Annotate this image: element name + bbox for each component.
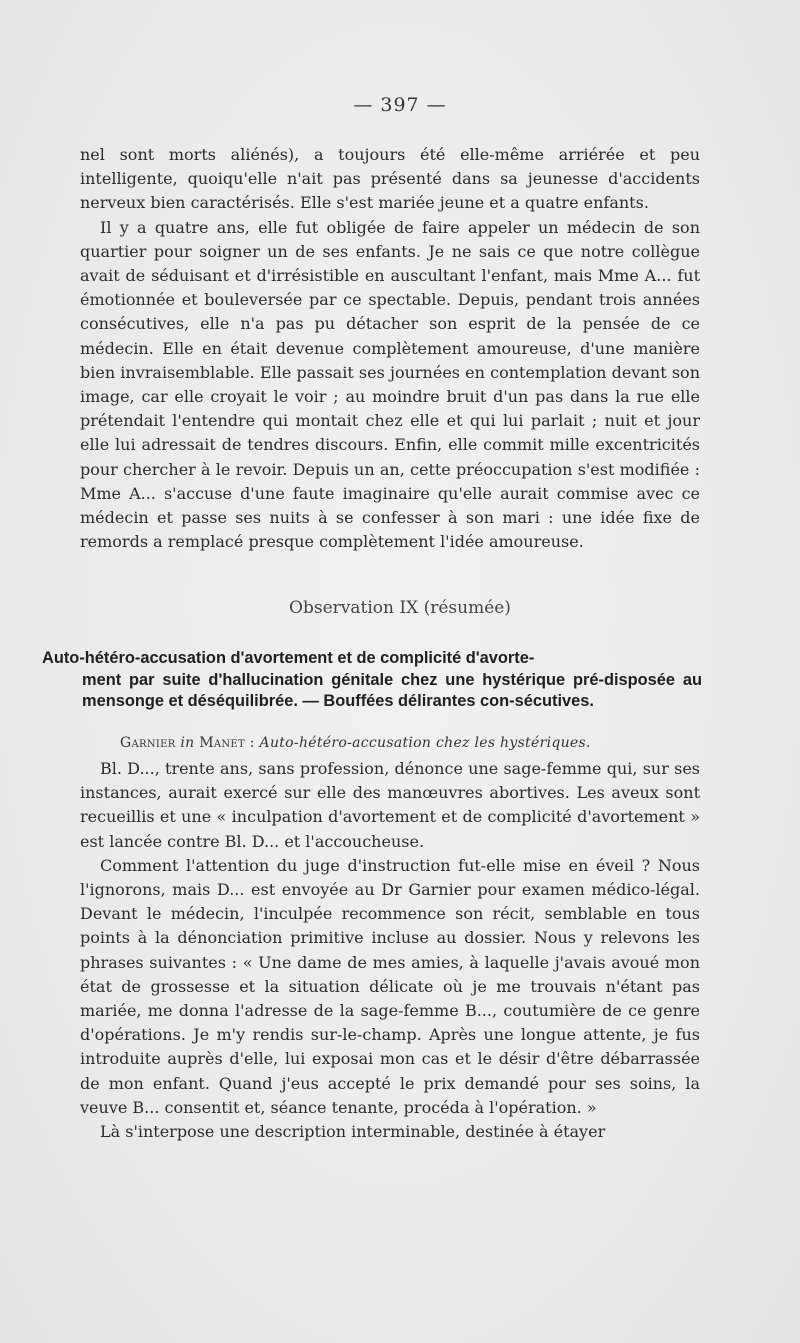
citation-title: Auto-hétéro-accusation chez les hystériques. [259,735,591,751]
citation: Garnier in Manet : Auto-hétéro-accusation chez les hystériques. [120,735,591,751]
page-number: — 397 — [353,94,447,116]
case-title-first-line: Auto-hétéro-accusation d'avortement et de complicité d'avorte- [42,649,535,667]
citation-author: Garnier [120,735,176,751]
paragraph: Il y a quatre ans, elle fut obligée de faire appeler un médecin de son quartier pour soigner un de ses enfants. Je ne sais ce que notre collègue avait de séduisant et d'irrésistible en auscultant l'enfant, mais Mme A... fut émotionnée et bouleversée par ce spectable. Depuis, pendant trois années consécutives, elle n'a pas pu détacher son esprit de la pensée de ce médecin. Elle en était devenue complètement amoureuse, d'une manière bien invraisemblable. Elle passait ses journées en contemplation devant son image, car elle croyait le voir ; au moindre bruit d'un pas dans la rue elle prétendait l'entendre qui montait chez elle et qui lui parlait ; nuit et jour elle lui adressait de tendres discours. Enfin, elle commit mille excentricités pour chercher à le revoir. Depuis un an, cette préoccupation s'est modifiée : Mme A... s'accuse d'une faute imaginaire qu'elle aurait commise avec ce médecin et passe ses nuits à se confesser à son mari : une idée fixe de remords a remplacé presque complètement l'idée amoureuse. [80,217,700,552]
paragraph: nel sont morts aliénés), a toujours été elle-même arriérée et peu intelligente, quoiqu'elle n'ait pas présenté dans sa jeunesse d'accidents nerveux bien caractérisés. Elle s'est mariée jeune et a quatre enfants. [80,145,700,213]
text-block-bottom [80,757,700,1144]
observation-heading: Observation IX (résumée) [289,598,511,618]
paragraph: Là s'interpose une description interminable, destinée à étayer [100,1122,606,1142]
case-title [42,648,702,713]
citation-connector: in [180,735,195,751]
text-block-top [80,143,700,554]
citation-source: Manet [199,735,245,751]
paragraph: Bl. D..., trente ans, sans profession, dénonce une sage-femme qui, sur ses instances, aurait exercé sur elle des manœuvres abortives. Les aveux sont recueillis et une « inculpation d'avortement et de complicité d'avortement » est lancée contre Bl. D... et l'accoucheuse. [80,759,700,851]
paragraph: Comment l'attention du juge d'instruction fut-elle mise en éveil ? Nous l'ignorons, mais D... est envoyée au Dr Garnier pour examen médico-légal. Devant le médecin, l'inculpée recommence son récit, semblable en tous points à la dénonciation primitive incluse au dossier. Nous y relevons les phrases suivantes : « Une dame de mes amies, à laquelle j'avais avoué mon état de grossesse et la situation délicate où je me trouvais n'étant pas mariée, me donna l'adresse de la sage-femme B..., coutumière de ce genre d'opérations. Je m'y rendis sur-le-champ. Après une longue attente, je fus introduite auprès d'elle, lui exposai mon cas et le désir d'être débarrassée de mon enfant. Quand j'eus accepté le prix demandé pour ses soins, la veuve B... consentit et, séance tenante, procéda à l'opération. » [80,855,700,1117]
case-title-rest: ment par suite d'hallucination génitale chez une hystérique pré-disposée au mensonge et déséquilibrée. — Bouffées délirantes con-sécutives. [82,670,702,710]
